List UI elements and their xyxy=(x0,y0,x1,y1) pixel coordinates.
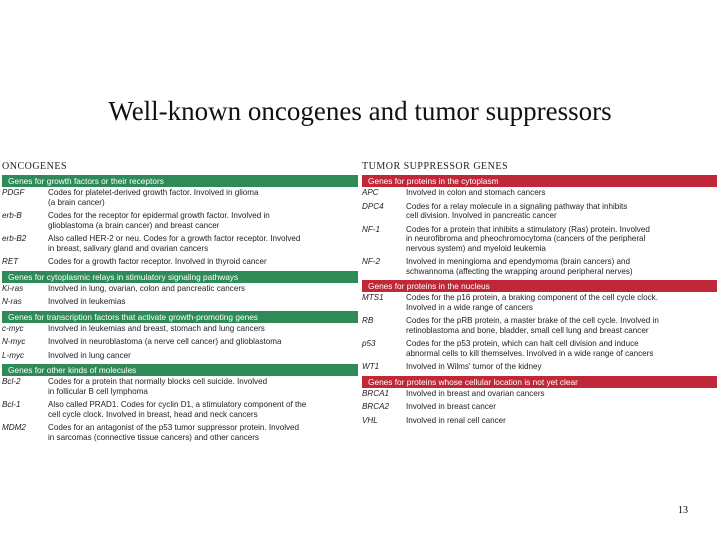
gene-description: Involved in leukemias xyxy=(48,297,126,306)
gene-name: L-myc xyxy=(2,350,25,360)
gene-description: Involved in leukemias and breast, stomach and lung cancers xyxy=(48,323,265,333)
gene-row xyxy=(2,211,358,230)
gene-description: Involved in neuroblastoma (a nerve cell cancer) and glioblastoma xyxy=(48,337,282,346)
gene-description: Involved in lung, ovarian, colon and pancreatic cancers xyxy=(48,283,246,293)
oncogenes-sections xyxy=(2,175,358,442)
gene-description: Codes for the receptor for epidermal growth factor. Involved in glioblastoma (a brain cancer) and breast cancer xyxy=(48,211,270,230)
gene-name: N-myc xyxy=(2,337,26,346)
gene-row xyxy=(2,423,358,442)
gene-description: Involved in renal cell cancer xyxy=(406,415,506,425)
gene-description: Involved in breast cancer xyxy=(406,402,496,411)
gene-row xyxy=(362,293,717,312)
gene-name: p53 xyxy=(362,339,376,348)
gene-description: Involved in meningioma and ependymoma (brain cancers) and schwannoma (affecting the wrapping around peripheral nerves) xyxy=(406,257,633,276)
gene-row xyxy=(362,339,717,358)
gene-description: Involved in colon and stomach cancers xyxy=(406,188,546,197)
gene-name: Ki-ras xyxy=(2,283,24,293)
page-number: 13 xyxy=(678,505,688,516)
gene-row xyxy=(362,316,717,335)
gene-name: NF-2 xyxy=(362,257,380,266)
section-header: Genes for proteins in the cytoplasm xyxy=(362,175,717,187)
gene-row xyxy=(2,284,358,294)
gene-row xyxy=(362,362,717,372)
gene-description: Codes for a growth factor receptor. Involved in thyroid cancer xyxy=(48,257,267,266)
gene-description: Involved in breast and ovarian cancers xyxy=(406,388,545,398)
section-header: Genes for proteins in the nucleus xyxy=(362,280,717,292)
gene-description: Codes for a protein that normally blocks cell suicide. Involved in follicular B cell lymphoma xyxy=(48,377,268,396)
gene-name: PDGF xyxy=(2,188,25,197)
gene-row xyxy=(362,402,717,412)
gene-row xyxy=(2,297,358,307)
gene-name: BRCA2 xyxy=(362,402,389,411)
oncogenes-heading: ONCOGENES xyxy=(2,161,68,172)
gene-row xyxy=(362,202,717,221)
section-header: Genes for other kinds of molecules xyxy=(2,364,358,376)
gene-row xyxy=(362,257,717,276)
gene-row xyxy=(362,225,717,254)
tumor-suppressors-sections xyxy=(362,175,717,425)
gene-row xyxy=(2,257,358,267)
gene-description: Also called PRAD1. Codes for cyclin D1, a stimulatory component of the cell cycle clock. Involved in breast, head and neck cancers xyxy=(48,400,307,419)
gene-name: BRCA1 xyxy=(362,388,389,398)
gene-description: Involved in Wilms' tumor of the kidney xyxy=(406,362,542,371)
section-header: Genes for cytoplasmic relays in stimulatory signaling pathways xyxy=(2,271,358,283)
gene-description: Codes for the p53 protein, which can halt cell division and induce abnormal cells to kill themselves. Involved in a wide range of cancers xyxy=(406,339,654,358)
gene-name: MDM2 xyxy=(2,423,26,432)
tumor-suppressors-panel xyxy=(362,160,717,429)
gene-name: MTS1 xyxy=(362,293,384,302)
slide-title: Well-known oncogenes and tumor suppressors xyxy=(108,96,612,126)
gene-row xyxy=(2,234,358,253)
gene-row xyxy=(2,337,358,347)
gene-row xyxy=(2,324,358,334)
gene-name: APC xyxy=(362,188,379,197)
gene-description: Codes for the p16 protein, a braking component of the cell cycle clock. Involved in a wide range of cancers xyxy=(406,293,658,312)
gene-row xyxy=(362,389,717,399)
gene-name: VHL xyxy=(362,415,378,425)
gene-row xyxy=(2,377,358,396)
section-header: Genes for growth factors or their receptors xyxy=(2,175,358,187)
gene-row xyxy=(2,351,358,361)
section-header: Genes for transcription factors that activate growth-promoting genes xyxy=(2,311,358,323)
gene-name: RET xyxy=(2,257,19,266)
gene-description: Codes for the pRB protein, a master brake of the cell cycle. Involved in retinoblastoma and bone, bladder, small cell lung and breast cancer xyxy=(406,316,659,335)
gene-name: N-ras xyxy=(2,297,22,306)
gene-description: Codes for a protein that inhibits a stimulatory (Ras) protein. Involved in neurofibroma and pheochromocytoma (cancers of the peripheral nervous system) and myeloid leukemia xyxy=(406,224,650,253)
gene-row xyxy=(362,416,717,426)
gene-description: Involved in lung cancer xyxy=(48,350,131,360)
gene-name: Bcl-2 xyxy=(2,377,21,386)
gene-row xyxy=(362,188,717,198)
gene-row xyxy=(2,188,358,207)
gene-description: Codes for a relay molecule in a signaling pathway that inhibits cell division. Involved in pancreatic cancer xyxy=(406,201,628,220)
gene-name: erb-B2 xyxy=(2,234,27,243)
gene-name: c-myc xyxy=(2,323,24,333)
gene-name: NF-1 xyxy=(362,224,380,234)
gene-description: Codes for an antagonist of the p53 tumor suppressor protein. Involved in sarcomas (connective tissue cancers) and other cancers xyxy=(48,423,300,442)
gene-name: RB xyxy=(362,316,374,325)
oncogenes-panel xyxy=(2,160,358,446)
tumor-suppressors-heading: TUMOR SUPPRESSOR GENES xyxy=(362,161,509,172)
section-header: Genes for proteins whose cellular location is not yet clear xyxy=(362,376,717,388)
gene-name: Bcl-1 xyxy=(2,400,21,409)
gene-description: Codes for platelet-derived growth factor. Involved in glioma (a brain cancer) xyxy=(48,188,259,207)
gene-row xyxy=(2,400,358,419)
gene-name: erb-B xyxy=(2,211,22,220)
gene-name: WT1 xyxy=(362,362,380,371)
gene-description: Also called HER-2 or neu. Codes for a growth factor receptor. Involved in breast, salivary gland and ovarian cancers xyxy=(48,234,301,253)
gene-name: DPC4 xyxy=(362,201,384,211)
